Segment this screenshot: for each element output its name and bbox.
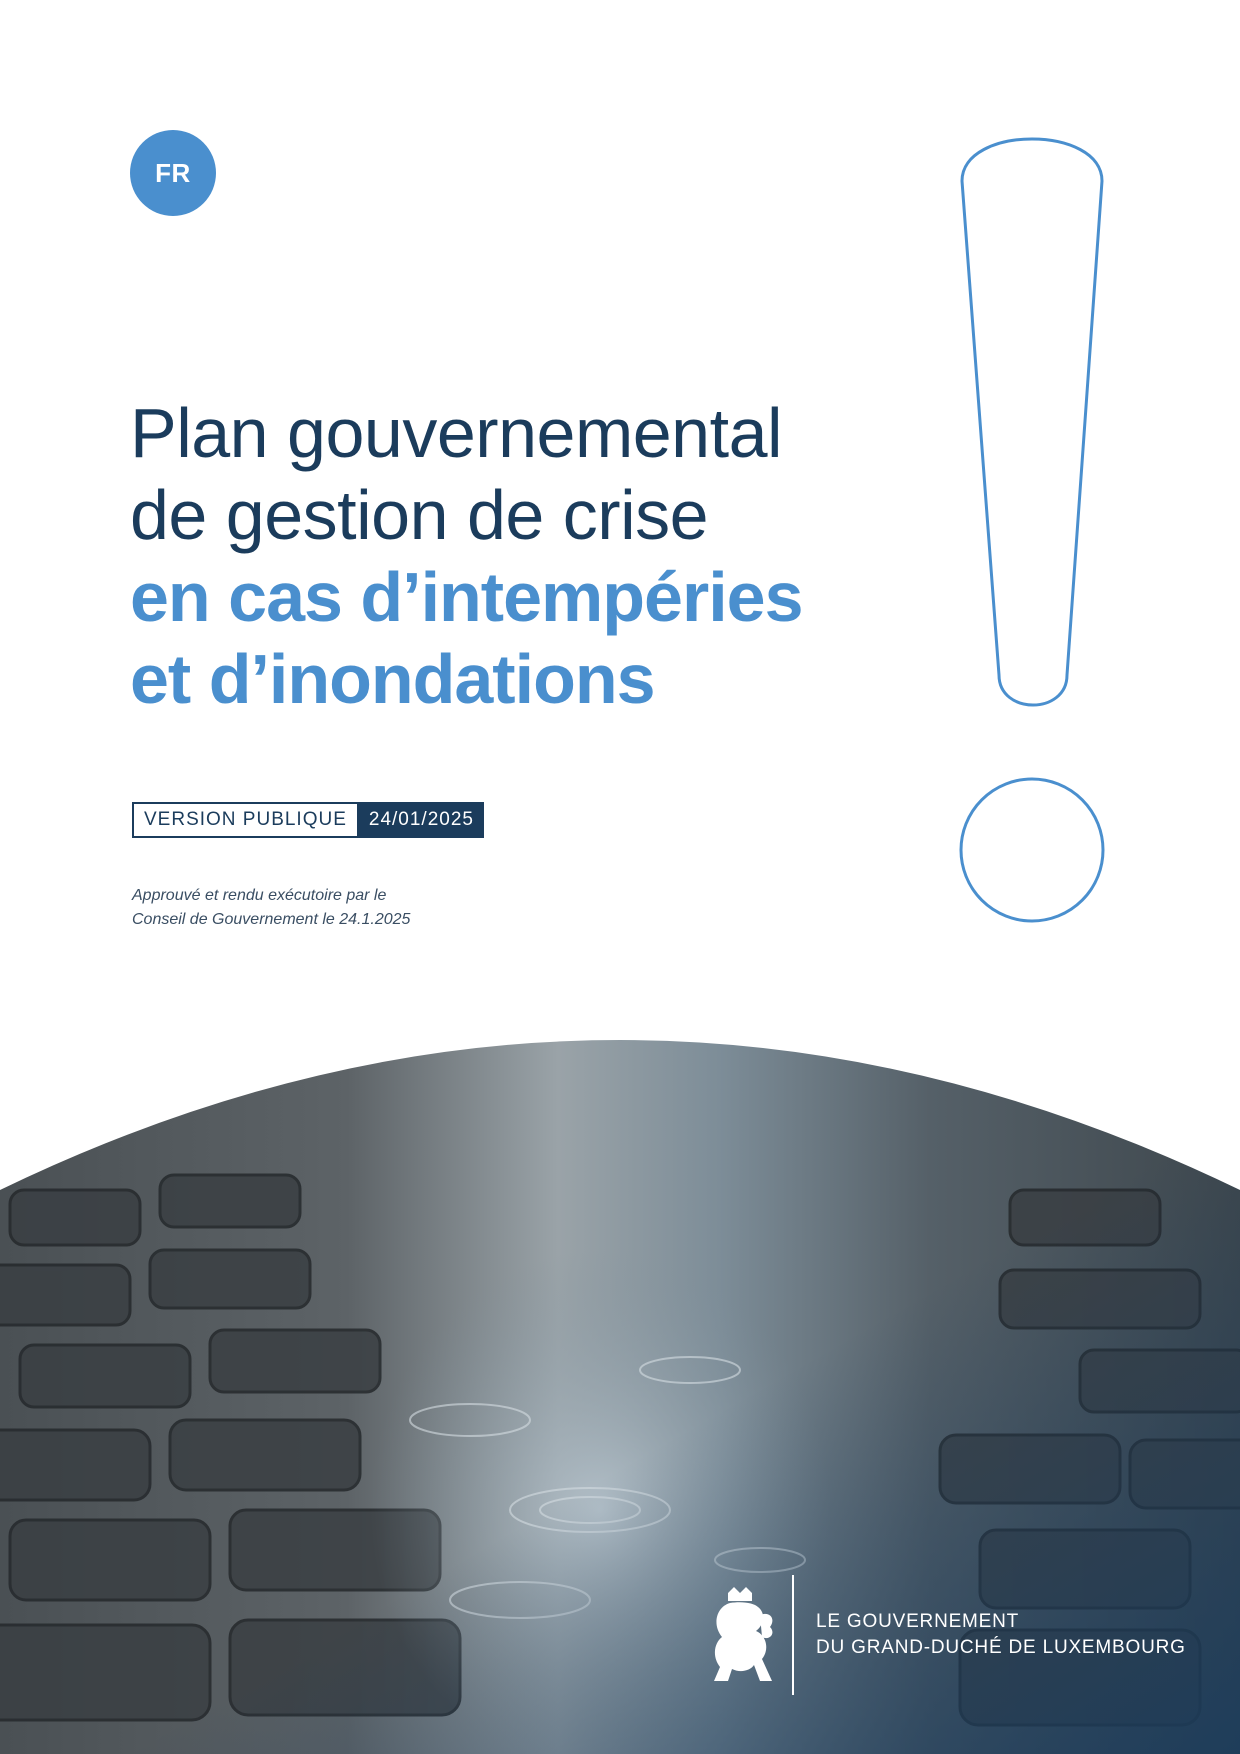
- exclamation-bar: [962, 139, 1102, 705]
- exclamation-mark-icon: [950, 125, 1110, 935]
- version-label: VERSION PUBLIQUE: [132, 802, 359, 838]
- logo-line-1: LE GOUVERNEMENT: [816, 1611, 1020, 1632]
- title-line-3: en cas d’intempéries: [130, 558, 803, 636]
- government-logo: [700, 1575, 1186, 1695]
- version-date: 24/01/2025: [359, 802, 484, 838]
- approval-line-2: Conseil de Gouvernement le 24.1.2025: [132, 911, 411, 928]
- luxembourg-lion-icon: [700, 1585, 780, 1685]
- title-line-4: et d’inondations: [130, 640, 655, 718]
- approval-line-1: Approuvé et rendu exécutoire par le: [132, 887, 387, 904]
- logo-divider: [792, 1575, 794, 1695]
- title-line-1: Plan gouvernemental: [130, 394, 783, 472]
- approval-note: [132, 884, 410, 932]
- language-badge: FR: [130, 130, 216, 216]
- version-tag: [132, 802, 484, 838]
- document-title: [130, 392, 830, 720]
- title-line-2: de gestion de crise: [130, 476, 709, 554]
- logo-text: [816, 1609, 1186, 1661]
- logo-line-2: DU GRAND-DUCHÉ DE LUXEMBOURG: [816, 1637, 1186, 1658]
- exclamation-dot: [961, 779, 1103, 921]
